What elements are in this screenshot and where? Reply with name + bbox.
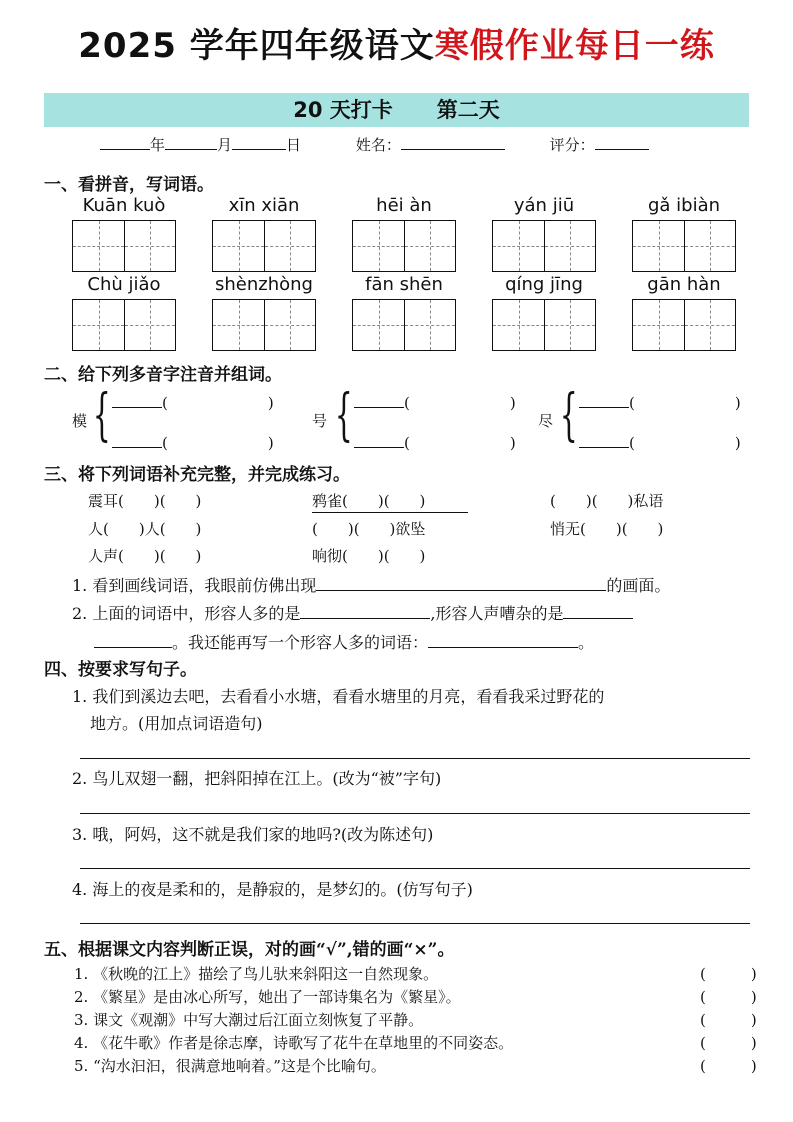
- pinyin-label: gān hàn: [647, 274, 721, 295]
- writing-box[interactable]: [212, 220, 316, 272]
- writing-box[interactable]: [352, 299, 456, 351]
- paren-close: ): [267, 394, 274, 412]
- s3-q2-cont: [94, 630, 594, 653]
- pinyin-label: hēi àn: [376, 195, 432, 216]
- judgment-answer[interactable]: ( ): [700, 988, 757, 1006]
- polyphone-char: 号: [312, 412, 328, 430]
- idiom-item[interactable]: 鸦雀( )( ): [312, 492, 426, 510]
- s3-q1: [72, 573, 670, 596]
- char-cell[interactable]: [684, 300, 735, 350]
- pinyin-label: shènzhòng: [215, 274, 313, 295]
- idiom-item[interactable]: 震耳( )( ): [88, 492, 202, 510]
- q2-text3: 。我还能再写一个形容人多的词语：: [172, 633, 429, 652]
- writing-box[interactable]: [72, 220, 176, 272]
- pinyin-label: gǎ ibiàn: [647, 195, 721, 216]
- brace: {: [559, 383, 578, 448]
- word-blank[interactable]: [354, 432, 404, 448]
- char-cell[interactable]: [544, 221, 595, 271]
- month-blank[interactable]: [165, 134, 217, 150]
- brace: {: [334, 383, 353, 448]
- word-blank[interactable]: [112, 392, 162, 408]
- section2-heading: 二、给下列多音字注音并组词。: [44, 365, 282, 385]
- paren-open: (: [629, 394, 635, 412]
- name-label: 姓名：: [355, 136, 401, 154]
- answer-line[interactable]: [80, 758, 750, 759]
- q2-blank2[interactable]: [563, 603, 633, 619]
- q1-end: 的画面。: [606, 576, 671, 595]
- polyphone-entry[interactable]: [354, 392, 516, 412]
- pinyin-label: Kuān kuò: [82, 195, 166, 216]
- paren-open: (: [404, 394, 410, 412]
- judgment-answer[interactable]: ( ): [700, 1011, 757, 1029]
- paren-close: ): [734, 394, 741, 412]
- writing-box[interactable]: [212, 299, 316, 351]
- judgment-item: 4. 《花牛歌》作者是徐志摩，诗歌写了花牛在草地里的不同姿态。: [74, 1034, 514, 1052]
- judgment-item: 5. “沟水汩汩，很满意地响着。”这是个比喻句。: [74, 1057, 386, 1075]
- paren-close: ): [509, 434, 516, 452]
- char-cell[interactable]: [353, 221, 404, 271]
- answer-line[interactable]: [80, 813, 750, 814]
- paren-close: ): [509, 394, 516, 412]
- page-title: [0, 18, 793, 67]
- paren-close: ): [734, 434, 741, 452]
- idiom-item[interactable]: 人( )人( ): [88, 520, 202, 538]
- underline-mark: [312, 512, 468, 513]
- judgment-answer[interactable]: ( ): [700, 965, 757, 983]
- judgment-item: 1. 《秋晚的江上》描绘了鸟儿驮来斜阳这一自然现象。: [74, 965, 439, 983]
- q2-end: 。: [578, 633, 595, 652]
- char-cell[interactable]: [73, 221, 124, 271]
- char-cell[interactable]: [633, 221, 684, 271]
- idiom-item[interactable]: 响彻( )( ): [312, 547, 426, 565]
- name-blank[interactable]: [401, 134, 505, 150]
- writing-box[interactable]: [632, 299, 736, 351]
- q2-blank1[interactable]: [300, 603, 430, 619]
- word-blank[interactable]: [579, 392, 629, 408]
- polyphone-entry[interactable]: [112, 392, 274, 412]
- s4-item2: 2. 鸟儿双翅一翻，把斜阳掉在江上。(改为“被”字句): [72, 769, 442, 788]
- pinyin-label: Chù jiǎo: [87, 274, 161, 295]
- title-black: 2025 学年四年级语文: [78, 26, 435, 66]
- char-cell[interactable]: [684, 221, 735, 271]
- section4-heading: 四、按要求写句子。: [44, 660, 197, 680]
- day-banner: [44, 93, 749, 127]
- char-cell[interactable]: [493, 221, 544, 271]
- char-cell[interactable]: [213, 300, 264, 350]
- section1-heading: 一、看拼音，写词语。: [44, 175, 214, 195]
- paren-open: (: [404, 434, 410, 452]
- answer-line[interactable]: [80, 868, 750, 869]
- year-label: 年: [150, 136, 166, 154]
- polyphone-char: 模: [72, 412, 88, 430]
- q2-blank2b[interactable]: [94, 632, 172, 648]
- q2-blank3[interactable]: [428, 632, 578, 648]
- char-cell[interactable]: [264, 300, 315, 350]
- paren-open: (: [162, 394, 168, 412]
- answer-line[interactable]: [80, 923, 750, 924]
- char-cell[interactable]: [124, 221, 175, 271]
- char-cell[interactable]: [73, 300, 124, 350]
- writing-box[interactable]: [492, 220, 596, 272]
- pinyin-label: qíng jīng: [505, 274, 583, 295]
- idiom-item[interactable]: ( )( )欲坠: [312, 520, 426, 538]
- writing-box[interactable]: [632, 220, 736, 272]
- year-blank[interactable]: [100, 134, 150, 150]
- section3-heading: 三、将下列词语补充完整，并完成练习。: [44, 465, 350, 485]
- char-cell[interactable]: [544, 300, 595, 350]
- s4-item1: 1. 我们到溪边去吧，去看看小水塘，看看水塘里的月亮，看看我采过野花的: [72, 687, 605, 706]
- word-blank[interactable]: [112, 432, 162, 448]
- char-cell[interactable]: [633, 300, 684, 350]
- char-cell[interactable]: [264, 221, 315, 271]
- idiom-item[interactable]: 悄无( )( ): [550, 520, 664, 538]
- writing-box[interactable]: [492, 299, 596, 351]
- banner-right: 第二天: [436, 98, 500, 122]
- s3-q2: [72, 601, 633, 624]
- pinyin-label: xīn xiān: [228, 195, 300, 216]
- paren-close: ): [267, 434, 274, 452]
- pinyin-label: fān shēn: [365, 274, 443, 295]
- q2-text2: ,形容人声嘈杂的是: [430, 604, 564, 623]
- section5-heading: 五、根据课文内容判断正误，对的画“√”,错的画“×”。: [44, 940, 455, 960]
- char-cell[interactable]: [404, 221, 455, 271]
- judgment-answer[interactable]: ( ): [700, 1057, 757, 1075]
- q1-blank[interactable]: [316, 575, 606, 591]
- word-blank[interactable]: [354, 392, 404, 408]
- judgment-item: 3. 课文《观潮》中写大潮过后江面立刻恢复了平静。: [74, 1011, 424, 1029]
- day-blank[interactable]: [232, 134, 286, 150]
- char-cell[interactable]: [124, 300, 175, 350]
- title-red: 寒假作业每日一练: [434, 26, 715, 66]
- banner-left: 20 天打卡: [293, 98, 393, 122]
- s4-item4: 4. 海上的夜是柔和的，是静寂的，是梦幻的。(仿写句子): [72, 880, 473, 899]
- q2-text: 2. 上面的词语中，形容人多的是: [72, 604, 301, 623]
- polyphone-entry[interactable]: [112, 432, 274, 452]
- q1-text: 1. 看到画线词语，我眼前仿佛出现: [72, 576, 317, 595]
- brace: {: [92, 383, 111, 448]
- header-line: [100, 134, 649, 155]
- polyphone-char: 尽: [538, 412, 554, 430]
- s4-item3: 3. 哦，阿妈，这不就是我们家的地吗?(改为陈述句): [72, 825, 434, 844]
- pinyin-label: yán jiū: [513, 195, 575, 216]
- polyphone-entry[interactable]: [354, 432, 516, 452]
- writing-box[interactable]: [72, 299, 176, 351]
- idiom-item[interactable]: ( )( )私语: [550, 492, 664, 510]
- score-blank[interactable]: [595, 134, 649, 150]
- paren-open: (: [162, 434, 168, 452]
- char-cell[interactable]: [404, 300, 455, 350]
- writing-box[interactable]: [352, 220, 456, 272]
- paren-open: (: [629, 434, 635, 452]
- day-label: 日: [286, 136, 302, 154]
- idiom-item[interactable]: 人声( )( ): [88, 547, 202, 565]
- char-cell[interactable]: [353, 300, 404, 350]
- s4-item1-cont: 地方。(用加点词语造句): [90, 714, 263, 733]
- char-cell[interactable]: [493, 300, 544, 350]
- polyphone-entry[interactable]: [579, 432, 741, 452]
- judgment-answer[interactable]: ( ): [700, 1034, 757, 1052]
- word-blank[interactable]: [579, 432, 629, 448]
- char-cell[interactable]: [213, 221, 264, 271]
- polyphone-entry[interactable]: [579, 392, 741, 412]
- score-label: 评分：: [549, 136, 595, 154]
- month-label: 月: [217, 136, 233, 154]
- judgment-item: 2. 《繁星》是由冰心所写，她出了一部诗集名为《繁星》。: [74, 988, 461, 1006]
